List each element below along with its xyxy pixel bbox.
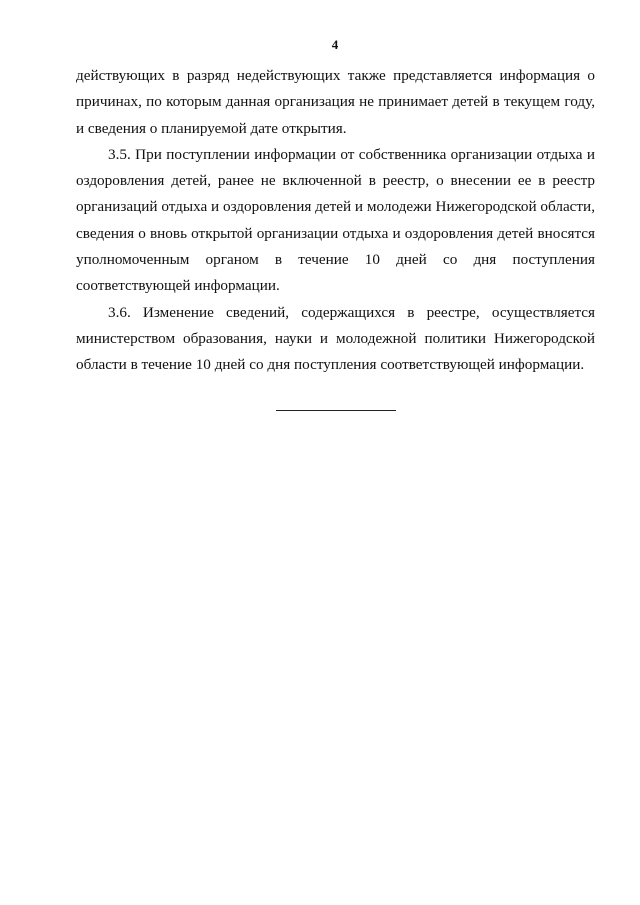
paragraph-continuation: действующих в разряд недействующих также представляется информация о причинах, по которым данная организация не принимает детей в текущем году, и сведения о планируемой дате открытия. [76,67,595,137]
document-body [76,63,595,379]
paragraph-clause-3-5: 3.5. При поступлении информации от собственника организации отдыха и оздоровления детей, ранее не включенной в реестр, о внесении ее в реестр организаций отдыха и оздоровления детей и молодежи Нижегородской области, сведения о вновь открытой организации отдыха и оздоровления детей вносятся уполномоченным органом в течение 10 дней со дня поступления соответствующей информации. [76,145,595,295]
paragraph-clause-3-6: 3.6. Изменение сведений, содержащихся в реестре, осуществляется министерством образования, науки и молодежной политики Нижегородской области в течение 10 дней со дня поступления соответствующей информации. [76,303,595,374]
end-separator-line [276,410,396,411]
page-number: 4 [331,37,339,52]
